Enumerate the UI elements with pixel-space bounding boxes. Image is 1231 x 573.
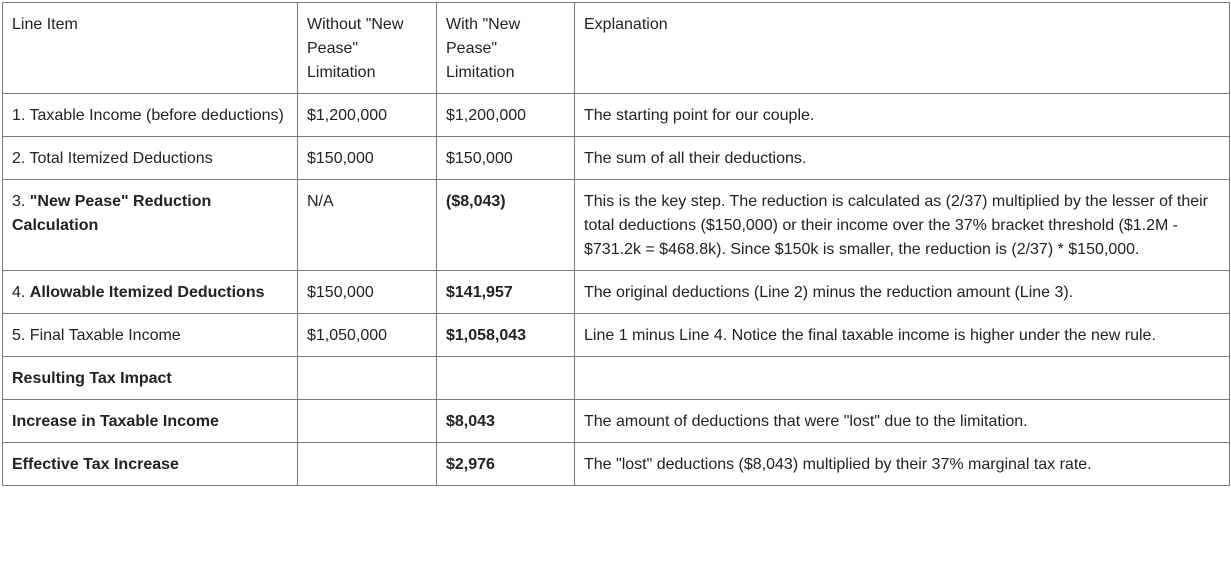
- without-limitation-value: $150,000: [307, 284, 374, 301]
- with-limitation-value: $1,200,000: [446, 107, 527, 124]
- explanation-text: The amount of deductions that were "lost" due to the limitation.: [584, 413, 1028, 430]
- explanation-text: The "lost" deductions ($8,043) multiplied by their 37% marginal tax rate.: [584, 456, 1092, 473]
- table-row: [3, 94, 1230, 137]
- pease-limitation-table: [2, 2, 1230, 486]
- explanation-cell: [575, 443, 1230, 486]
- explanation-cell: [575, 357, 1230, 400]
- with-limitation-cell: [437, 443, 575, 486]
- explanation-text: The original deductions (Line 2) minus the reduction amount (Line 3).: [584, 284, 1074, 301]
- line-item-cell: [3, 314, 298, 357]
- table-row: [3, 137, 1230, 180]
- line-item-label: Allowable Itemized Deductions: [29, 284, 265, 301]
- header-without: [298, 3, 437, 94]
- table-container: [2, 2, 1230, 486]
- header-text-line: Without "New: [307, 16, 404, 33]
- line-item-number: 2.: [12, 150, 30, 167]
- without-limitation-cell: [298, 94, 437, 137]
- line-item-cell: [3, 443, 298, 486]
- header-line-item: [3, 3, 298, 94]
- table-row: [3, 271, 1230, 314]
- header-explanation: [575, 3, 1230, 94]
- without-limitation-cell: [298, 137, 437, 180]
- table-row: [3, 180, 1230, 271]
- explanation-cell: [575, 180, 1230, 271]
- with-limitation-cell: [437, 357, 575, 400]
- line-item-cell: [3, 137, 298, 180]
- line-item-number: 4.: [12, 284, 30, 301]
- explanation-cell: [575, 137, 1230, 180]
- without-limitation-cell: [298, 180, 437, 271]
- with-limitation-value: $1,058,043: [446, 327, 527, 344]
- explanation-text: Line 1 minus Line 4. Notice the final taxable income is higher under the new rule.: [584, 327, 1156, 344]
- line-item-number: 5.: [12, 327, 30, 344]
- without-limitation-value: $150,000: [307, 150, 374, 167]
- without-limitation-value: N/A: [307, 193, 334, 210]
- with-limitation-value: $8,043: [446, 413, 495, 430]
- without-limitation-cell: [298, 443, 437, 486]
- without-limitation-cell: [298, 271, 437, 314]
- header-row: [3, 3, 1230, 94]
- header-text-line: Pease": [446, 40, 498, 57]
- without-limitation-cell: [298, 314, 437, 357]
- header-with: [437, 3, 575, 94]
- explanation-cell: [575, 94, 1230, 137]
- line-item-label: Resulting Tax Impact: [12, 370, 172, 387]
- without-limitation-value: $1,050,000: [307, 327, 388, 344]
- table-row: [3, 314, 1230, 357]
- with-limitation-value: $141,957: [446, 284, 513, 301]
- without-limitation-cell: [298, 400, 437, 443]
- with-limitation-cell: [437, 271, 575, 314]
- line-item-cell: [3, 94, 298, 137]
- without-limitation-value: $1,200,000: [307, 107, 388, 124]
- line-item-cell: [3, 400, 298, 443]
- line-item-label: Final Taxable Income: [29, 327, 181, 344]
- line-item-cell: [3, 357, 298, 400]
- explanation-cell: [575, 400, 1230, 443]
- with-limitation-value: $150,000: [446, 150, 513, 167]
- line-item-label: Taxable Income (before deductions): [29, 107, 284, 124]
- explanation-text: The starting point for our couple.: [584, 107, 815, 124]
- table-row: [3, 400, 1230, 443]
- header-text-line: Limitation: [446, 64, 515, 81]
- line-item-label: Effective Tax Increase: [12, 456, 179, 473]
- table-body: [3, 3, 1230, 486]
- header-text-line: Pease": [307, 40, 359, 57]
- with-limitation-value: ($8,043): [446, 193, 506, 210]
- line-item-label: Total Itemized Deductions: [29, 150, 213, 167]
- with-limitation-cell: [437, 94, 575, 137]
- table-row: [3, 357, 1230, 400]
- line-item-cell: [3, 180, 298, 271]
- line-item-number: 1.: [12, 107, 30, 124]
- with-limitation-cell: [437, 137, 575, 180]
- header-text-line: Limitation: [307, 64, 376, 81]
- line-item-cell: [3, 271, 298, 314]
- line-item-label: "New Pease" Reduction Calculation: [12, 193, 212, 234]
- with-limitation-cell: [437, 314, 575, 357]
- explanation-text: The sum of all their deductions.: [584, 150, 807, 167]
- line-item-number: 3.: [12, 193, 30, 210]
- header-text-line: Line Item: [12, 16, 78, 33]
- header-text-line: With "New: [446, 16, 521, 33]
- with-limitation-cell: [437, 180, 575, 271]
- table-row: [3, 443, 1230, 486]
- header-text-line: Explanation: [584, 16, 668, 33]
- explanation-cell: [575, 314, 1230, 357]
- explanation-cell: [575, 271, 1230, 314]
- without-limitation-cell: [298, 357, 437, 400]
- with-limitation-value: $2,976: [446, 456, 495, 473]
- line-item-label: Increase in Taxable Income: [12, 413, 219, 430]
- with-limitation-cell: [437, 400, 575, 443]
- explanation-text: This is the key step. The reduction is calculated as (2/37) multiplied by the lesser of their total deductions ($150,000) or their income over the 37% bracket threshold ($1.2M - $731.2k = $468.8k). Since $150k is smaller, the reduction is (2/37) * $150,000.: [584, 193, 1209, 258]
